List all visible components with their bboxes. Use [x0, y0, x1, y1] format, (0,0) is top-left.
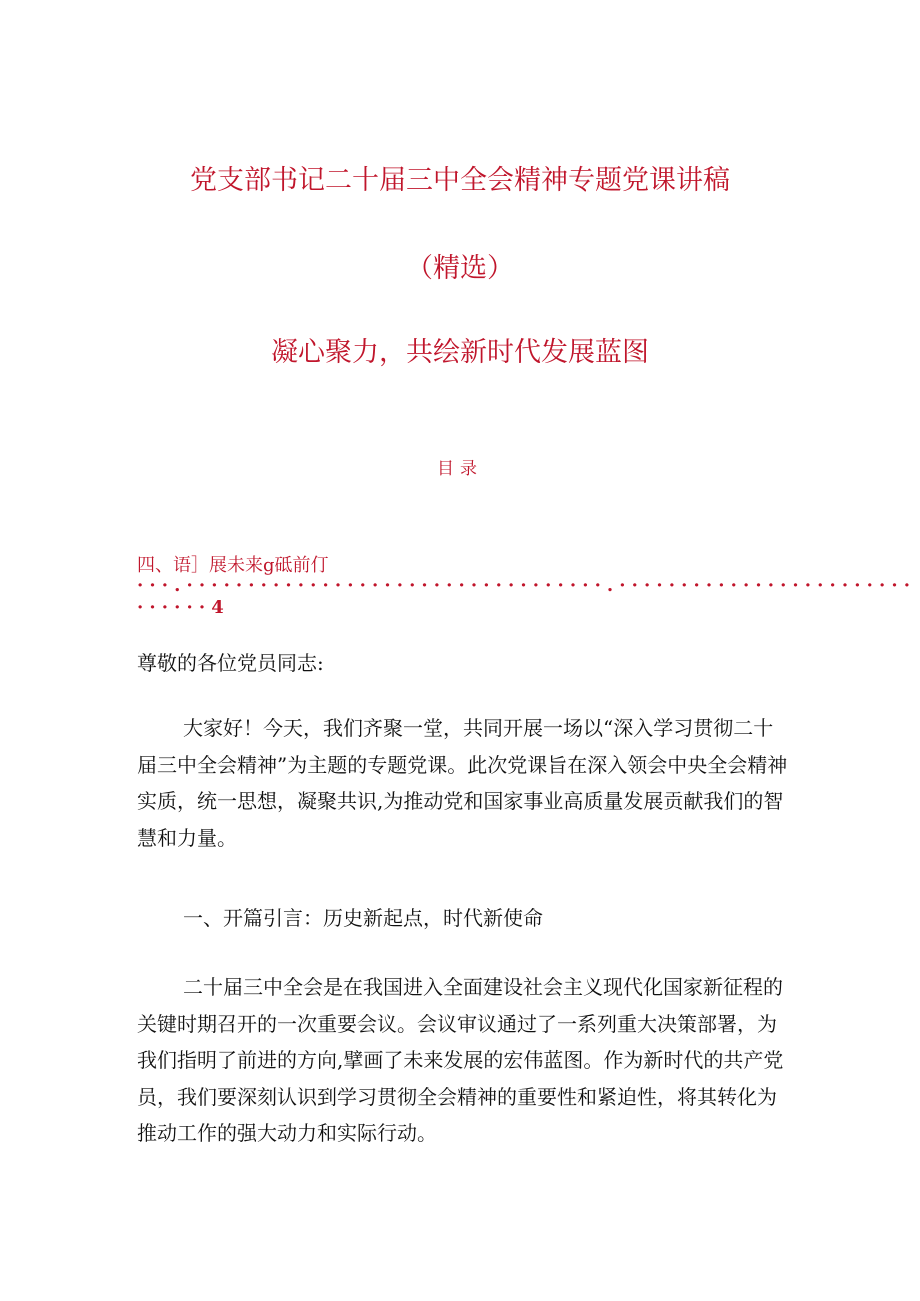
toc-entry-leader-dots: ···.··································.························ — [137, 575, 917, 596]
document-title: 党支部书记二十届三中全会精神专题党课讲稿 — [190, 165, 730, 196]
toc-entry-page-number[interactable]: 4 — [211, 597, 224, 618]
document-theme-title: 凝心聚力，共绘新时代发展蓝图 — [271, 337, 649, 368]
toc-entry-leader-end — [137, 597, 224, 618]
salutation: 尊敬的各位党员同志: — [137, 651, 324, 675]
section-heading-opening: 一、开篇引言：历史新起点，时代新使命 — [183, 906, 543, 930]
paragraph-plenum-significance: 二十届三中全会是在我国进入全面建设社会主义现代化国家新征程的关键时期召开的一次重要会议。会议审议通过了一系列重大决策部署，为我们指明了前进的方向,擘画了未来发展的宏伟蓝图。作为新时代的共产党员，我们要深刻认识到学习贯彻全会精神的重要性和紧迫性，将其转化为推动工作的强大动力和实际行动。 — [137, 975, 784, 1145]
toc-entry-label[interactable]: 四、语］展未来g砥前仃 — [137, 555, 329, 576]
paragraph-greeting: 大家好！今天，我们齐聚一堂，共同开展一场以“深入学习贯彻二十届三中全会精神”为主题的专题党课。此次党课旨在深入领会中央全会精神实质，统一思想，凝聚共识,为推动党和国家事业高质量发展贡献我们的智慧和力量。 — [137, 716, 788, 850]
document-subtitle-selected: （精选） — [406, 253, 514, 284]
toc-entry-leader-dots-end: ······ — [137, 597, 212, 618]
toc-heading: 目录 — [437, 459, 483, 479]
